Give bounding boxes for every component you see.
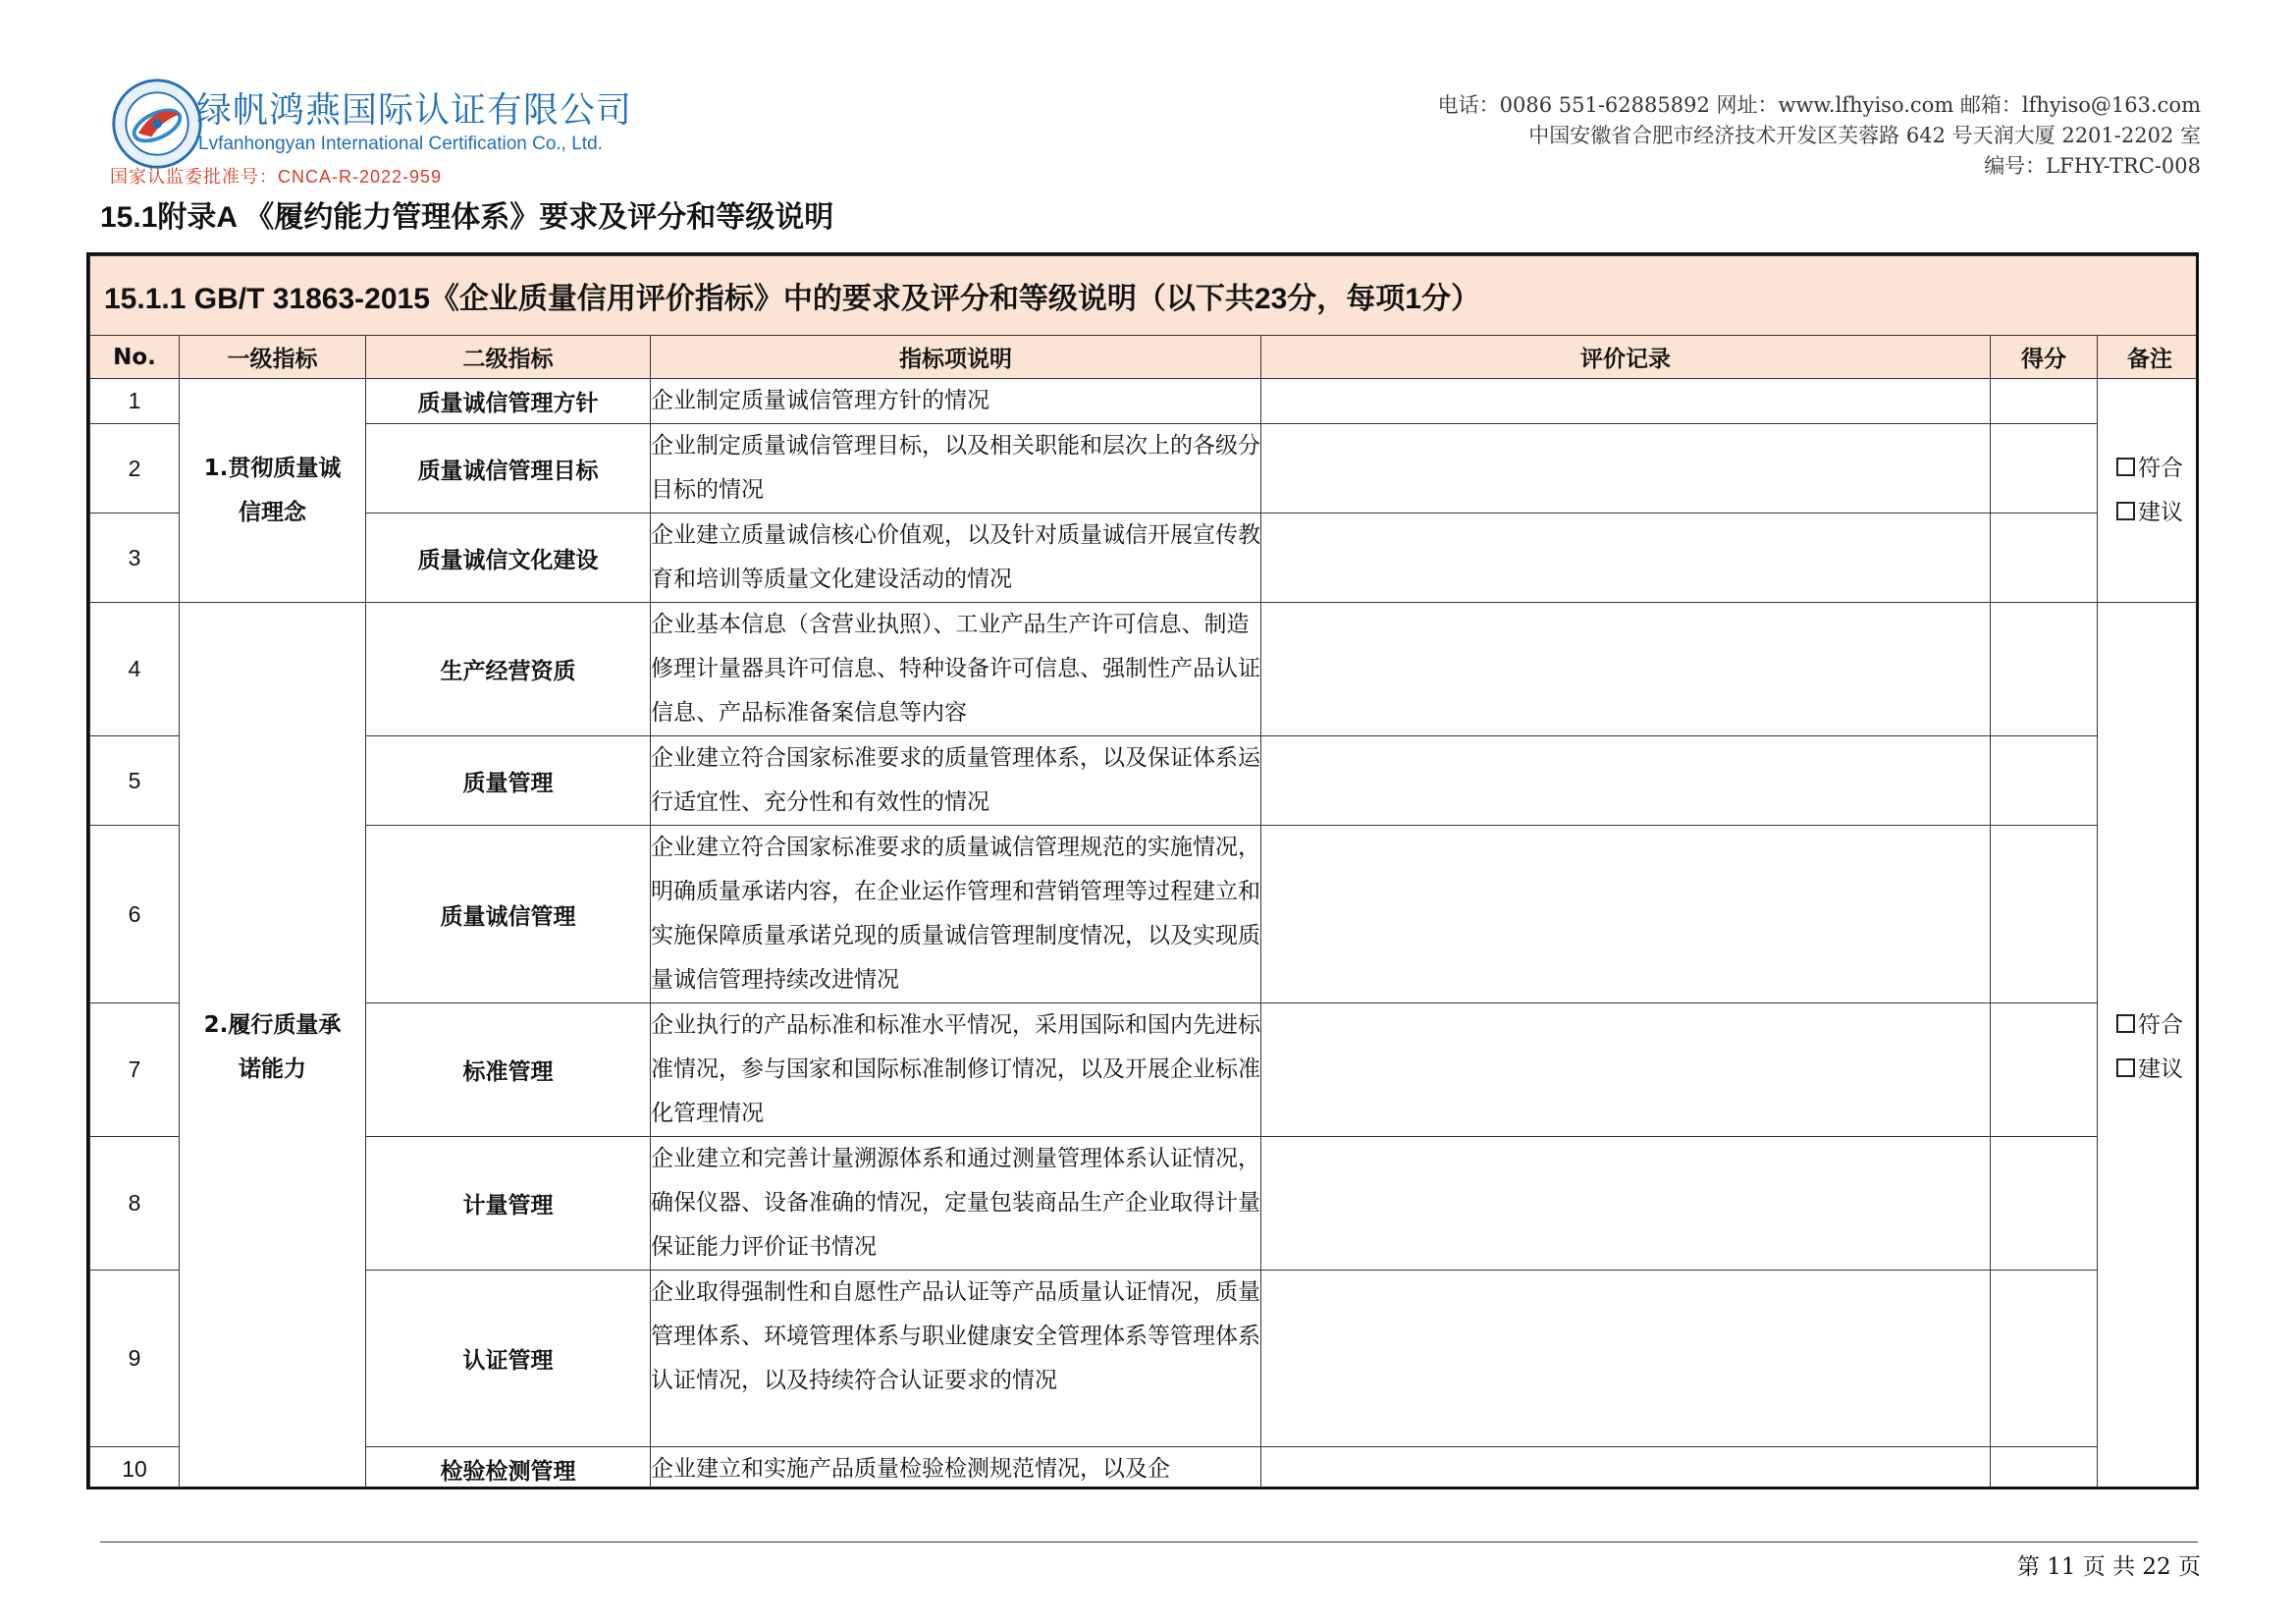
table-row bbox=[90, 603, 2200, 736]
score-cell[interactable] bbox=[1991, 826, 2098, 1003]
contact-block bbox=[1438, 90, 2201, 182]
indicator-description: 企业执行的产品标准和标准水平情况，采用国际和国内先进标准情况，参与国家和国际标准制修订情况，以及开展企业标准化管理情况 bbox=[651, 1003, 1261, 1137]
level2-indicator: 检验检测管理 bbox=[366, 1447, 651, 1490]
indicator-description: 企业建立质量诚信核心价值观，以及针对质量诚信开展宣传教育和培训等质量文化建设活动的情况 bbox=[651, 514, 1261, 603]
contact-line: 电话：0086 551-62885892 网址：www.lfhyiso.com 邮箱：lfhyiso@163.com bbox=[1437, 93, 2201, 117]
remark-option-label: 符合 bbox=[2138, 455, 2183, 481]
level1-indicator bbox=[180, 603, 366, 1490]
row-number: 4 bbox=[90, 603, 180, 736]
level2-indicator: 质量管理 bbox=[366, 736, 651, 826]
table-row bbox=[90, 826, 2200, 1003]
requirements-table bbox=[89, 255, 2199, 1489]
row-number: 6 bbox=[90, 826, 180, 1003]
column-header: 二级指标 bbox=[366, 336, 651, 379]
table-row bbox=[90, 1137, 2200, 1271]
evaluation-record-cell[interactable] bbox=[1261, 379, 1991, 424]
table-row bbox=[90, 736, 2200, 826]
evaluation-record-cell[interactable] bbox=[1261, 1447, 1991, 1490]
column-header: No. bbox=[90, 336, 180, 379]
approval-number: 国家认监委批准号：CNCA-R-2022-959 bbox=[110, 167, 443, 187]
checkbox-icon[interactable] bbox=[2116, 458, 2135, 476]
indicator-description: 企业建立和完善计量溯源体系和通过测量管理体系认证情况，确保仪器、设备准确的情况，定量包装商品生产企业取得计量保证能力评价证书情况 bbox=[651, 1137, 1261, 1271]
indicator-description: 企业制定质量诚信管理目标，以及相关职能和层次上的各级分目标的情况 bbox=[651, 424, 1261, 514]
level1-indicator bbox=[180, 379, 366, 603]
page-title: 15.1附录A 《履约能力管理体系》要求及评分和等级说明 bbox=[100, 201, 834, 234]
level2-indicator: 认证管理 bbox=[366, 1271, 651, 1447]
level1-label-line: 2.履行质量承 bbox=[203, 1011, 342, 1038]
row-number: 9 bbox=[90, 1271, 180, 1447]
evaluation-record-cell[interactable] bbox=[1261, 1137, 1991, 1271]
row-number: 10 bbox=[90, 1447, 180, 1490]
checkbox-icon[interactable] bbox=[2116, 1014, 2135, 1033]
score-cell[interactable] bbox=[1991, 603, 2098, 736]
page-header bbox=[0, 0, 2296, 191]
column-header-row bbox=[90, 336, 2200, 379]
address-line: 中国安徽省合肥市经济技术开发区芙蓉路 642 号天润大厦 2201-2202 室 bbox=[1528, 124, 2201, 147]
remark-option-conform[interactable] bbox=[2098, 447, 2199, 491]
score-cell[interactable] bbox=[1991, 424, 2098, 514]
table-row bbox=[90, 1447, 2200, 1490]
level1-label-line: 1.贯彻质量诚 bbox=[203, 455, 342, 481]
table-row bbox=[90, 424, 2200, 514]
evaluation-record-cell[interactable] bbox=[1261, 514, 1991, 603]
remark-option-label: 建议 bbox=[2138, 1056, 2183, 1082]
checkbox-icon[interactable] bbox=[2116, 502, 2135, 520]
level1-label-line: 信理念 bbox=[239, 499, 306, 525]
checkbox-icon[interactable] bbox=[2116, 1058, 2135, 1077]
remark-option-conform[interactable] bbox=[2098, 1003, 2199, 1048]
company-name-en: Lvfanhongyan International Certification Co., Ltd. bbox=[198, 134, 603, 154]
column-header: 指标项说明 bbox=[651, 336, 1261, 379]
score-cell[interactable] bbox=[1991, 736, 2098, 826]
level2-indicator: 标准管理 bbox=[366, 1003, 651, 1137]
remark-option-suggest[interactable] bbox=[2098, 491, 2199, 535]
level2-indicator: 计量管理 bbox=[366, 1137, 651, 1271]
indicator-description: 企业建立和实施产品质量检验检测规范情况，以及企 bbox=[651, 1447, 1261, 1490]
row-number: 8 bbox=[90, 1137, 180, 1271]
indicator-description: 企业制定质量诚信管理方针的情况 bbox=[651, 379, 1261, 424]
footer-divider bbox=[100, 1542, 2198, 1543]
indicator-description: 企业取得强制性和自愿性产品认证等产品质量认证情况，质量管理体系、环境管理体系与职业健康安全管理体系等管理体系认证情况，以及持续符合认证要求的情况 bbox=[651, 1271, 1261, 1447]
evaluation-record-cell[interactable] bbox=[1261, 826, 1991, 1003]
level2-indicator: 质量诚信文化建设 bbox=[366, 514, 651, 603]
table-row bbox=[90, 379, 2200, 424]
company-name-cn: 绿帆鸿燕国际认证有限公司 bbox=[196, 89, 633, 130]
indicator-description: 企业建立符合国家标准要求的质量管理体系，以及保证体系运行适宜性、充分性和有效性的情况 bbox=[651, 736, 1261, 826]
page-number: 第 11 页 共 22 页 bbox=[2016, 1554, 2201, 1580]
column-header: 评价记录 bbox=[1261, 336, 1991, 379]
remark-cell bbox=[2098, 603, 2200, 1490]
score-cell[interactable] bbox=[1991, 1003, 2098, 1137]
column-header: 一级指标 bbox=[180, 336, 366, 379]
section-title-row bbox=[90, 256, 2200, 336]
score-cell[interactable] bbox=[1991, 1271, 2098, 1447]
remark-option-label: 符合 bbox=[2138, 1011, 2183, 1038]
score-cell[interactable] bbox=[1991, 1137, 2098, 1271]
indicator-description: 企业基本信息（含营业执照）、工业产品生产许可信息、制造修理计量器具许可信息、特种设备许可信息、强制性产品认证信息、产品标准备案信息等内容 bbox=[651, 603, 1261, 736]
score-cell[interactable] bbox=[1991, 379, 2098, 424]
row-number: 1 bbox=[90, 379, 180, 424]
indicator-description: 企业建立符合国家标准要求的质量诚信管理规范的实施情况，明确质量承诺内容，在企业运作管理和营销管理等过程建立和实施保障质量承诺兑现的质量诚信管理制度情况，以及实现质量诚信管理持续改进情况 bbox=[651, 826, 1261, 1003]
evaluation-record-cell[interactable] bbox=[1261, 736, 1991, 826]
evaluation-record-cell[interactable] bbox=[1261, 1271, 1991, 1447]
row-number: 7 bbox=[90, 1003, 180, 1137]
row-number: 2 bbox=[90, 424, 180, 514]
table-row bbox=[90, 1271, 2200, 1447]
table-row bbox=[90, 1003, 2200, 1137]
remark-cell bbox=[2098, 379, 2200, 603]
evaluation-record-cell[interactable] bbox=[1261, 424, 1991, 514]
column-header: 备注 bbox=[2098, 336, 2200, 379]
company-logo-icon bbox=[110, 77, 204, 171]
score-cell[interactable] bbox=[1991, 514, 2098, 603]
row-number: 3 bbox=[90, 514, 180, 603]
level2-indicator: 生产经营资质 bbox=[366, 603, 651, 736]
requirements-table-frame bbox=[86, 252, 2199, 1489]
level2-indicator: 质量诚信管理方针 bbox=[366, 379, 651, 424]
document-number: 编号：LFHY-TRC-008 bbox=[1984, 154, 2201, 178]
level2-indicator: 质量诚信管理目标 bbox=[366, 424, 651, 514]
evaluation-record-cell[interactable] bbox=[1261, 603, 1991, 736]
section-title: 15.1.1 GB/T 31863-2015《企业质量信用评价指标》中的要求及评分和等级说明（以下共23分，每项1分） bbox=[90, 256, 2200, 336]
row-number: 5 bbox=[90, 736, 180, 826]
column-header: 得分 bbox=[1991, 336, 2098, 379]
level2-indicator: 质量诚信管理 bbox=[366, 826, 651, 1003]
evaluation-record-cell[interactable] bbox=[1261, 1003, 1991, 1137]
remark-option-suggest[interactable] bbox=[2098, 1048, 2199, 1092]
remark-option-label: 建议 bbox=[2138, 499, 2183, 525]
level1-label-line: 诺能力 bbox=[239, 1056, 306, 1082]
table-row bbox=[90, 514, 2200, 603]
score-cell[interactable] bbox=[1991, 1447, 2098, 1490]
